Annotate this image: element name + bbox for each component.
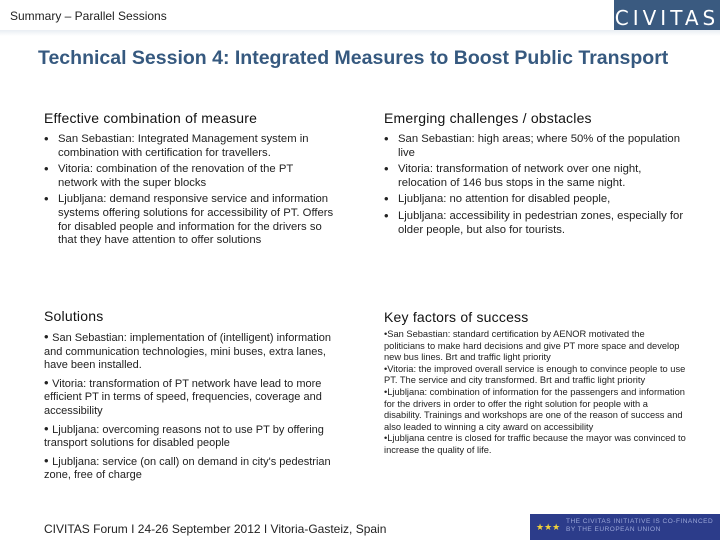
eu-flag-icon: ★★★ [536,522,561,532]
heading-solutions: Solutions [44,308,104,324]
list-effective-combination [44,133,334,251]
summary-label: Summary – Parallel Sessions [10,9,167,23]
list-emerging-challenges [384,133,684,240]
heading-key-factors: Key factors of success [384,309,529,325]
list-item: •San Sebastian: standard certification by AENOR motivated the politicians to make hard decisions and give PT more space and develop new bus lines. Brt and traffic light priority [384,329,680,363]
header-bar [0,0,720,36]
list-item: • Ljubljana: no attention for disabled people, [384,193,684,207]
list-item: • San Sebastian: implementation of (intelligent) information and communication technologies, mini buses, extra lanes, have been installed. [44,329,331,372]
list-item: • San Sebastian: Integrated Management system in combination with certification for travellers. [44,133,334,160]
eu-cofinance-text: THE CIVITAS INITIATIVE IS CO-FINANCED BY THE EUROPEAN UNION [566,518,714,533]
list-item: •Ljubljana: combination of information for the passengers and information for the drivers in order to offer the right solution for people with a disability. Trainings and workshops are one of the reason of success and also leaded to winning a city award on accessibility [384,386,685,432]
list-key-factors [384,329,686,457]
list-item: •Vitoria: the improved overall service is enough to convince people to use PT. The service and city transformed. Brt and traffic light priority [384,363,686,386]
list-item: •Ljubljana centre is closed for traffic because the mayor was convinced to increase the quality of life. [384,433,686,455]
list-item: • San Sebastian: high areas; where 50% of the population live [384,133,684,160]
list-item: • Ljubljana: overcoming reasons not to use PT by offering transport solutions for disabled people [44,420,324,450]
list-item: • Ljubljana: accessibility in pedestrian zones, especially for older people, but also for tourists. [384,210,684,237]
heading-emerging-challenges: Emerging challenges / obstacles [384,110,592,126]
list-item: • Vitoria: transformation of PT network have lead to more efficient PT in terms of speed, frequencies, coverage and accessibility [44,374,322,417]
list-item: • Ljubljana: service (on call) on demand in city's pedestrian zone, free of charge [44,452,331,482]
list-solutions [44,330,334,486]
list-item: • Ljubljana: demand responsive service and information systems offering solutions for accessibility of PT. Offers for disabled people and information for the drivers so that they have attention to offer solutions [44,193,334,247]
list-item: • Vitoria: transformation of network over one night, relocation of 146 bus stops in the same night. [384,163,684,190]
footer-text: CIVITAS Forum I 24-26 September 2012 I Vitoria-Gasteiz, Spain [44,522,387,536]
list-item: • Vitoria: combination of the renovation of the PT network with the super blocks [44,163,334,190]
heading-effective-combination: Effective combination of measure [44,110,258,126]
page-title: Technical Session 4: Integrated Measures to Boost Public Transport [38,47,669,69]
civitas-logo: CIVITAS [614,0,720,36]
